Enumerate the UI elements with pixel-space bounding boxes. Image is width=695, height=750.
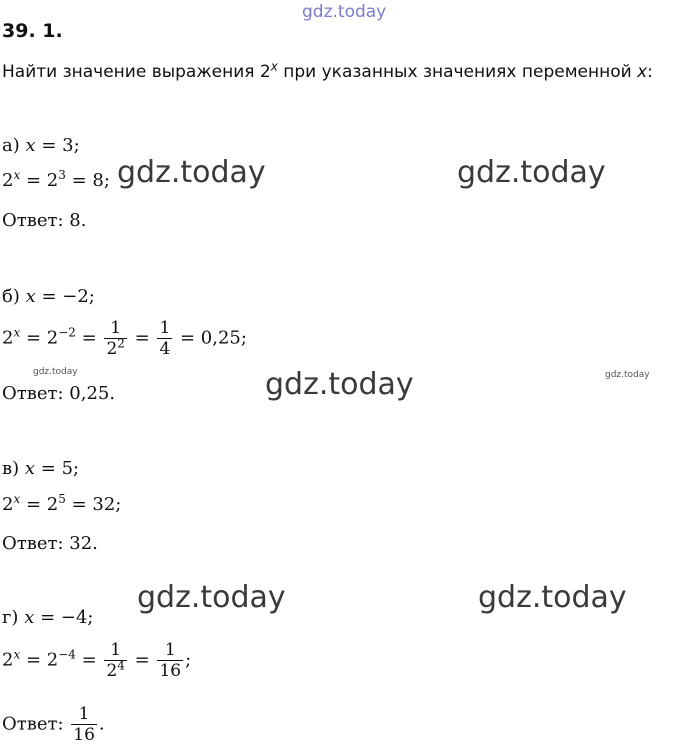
fraction [104, 318, 126, 359]
exponent: x [13, 325, 21, 340]
answer-end: . [98, 713, 105, 735]
problem-number: 39. 1. [2, 20, 63, 42]
task-colon: : [647, 62, 653, 82]
equation-part: = 2 [20, 170, 59, 191]
part-label: в) [2, 458, 25, 479]
variable: x [24, 458, 36, 479]
answer-fraction [71, 704, 97, 745]
part-c-answer [2, 533, 98, 554]
part-b-condition [2, 286, 95, 307]
variable: x [25, 286, 36, 307]
base: 2 [2, 170, 14, 191]
answer-value: 32. [69, 533, 98, 554]
answer-value: 8. [69, 210, 87, 231]
part-label: б) [2, 286, 26, 307]
exponent: 2 [117, 336, 125, 351]
problem-statement [2, 59, 653, 82]
condition: = 3; [35, 135, 80, 156]
watermark-large: gdz.today [478, 580, 627, 615]
equation-part: = 2 [20, 327, 59, 349]
task-variable: x [637, 62, 648, 82]
exponent: x [13, 492, 21, 506]
exponent: −2 [58, 325, 76, 340]
denominator [104, 658, 126, 681]
equation-part: ; [185, 649, 192, 671]
equation-part: = 32; [65, 494, 122, 515]
equation-part: = 8; [65, 170, 110, 191]
numerator: 1 [104, 318, 126, 339]
part-c-solution [2, 494, 121, 515]
denominator: 4 [159, 339, 171, 359]
equation-part: = [128, 327, 156, 349]
variable: x [25, 135, 36, 156]
task-text: Найти значение выражения 2 [2, 62, 271, 82]
watermark-small: gdz.today [33, 367, 78, 377]
part-label: г) [2, 607, 25, 628]
watermark-large: gdz.today [137, 580, 286, 615]
numerator: 1 [159, 318, 171, 338]
part-label: а) [2, 135, 26, 156]
part-a-condition [2, 135, 80, 156]
watermark-large: gdz.today [117, 155, 266, 190]
exponent: 5 [58, 492, 66, 506]
numerator: 1 [157, 640, 183, 661]
condition: = −4; [34, 607, 94, 628]
base: 2 [2, 494, 14, 515]
exponent: x [13, 647, 21, 662]
variable: x [24, 607, 35, 628]
answer-label: Ответ: [2, 210, 64, 231]
watermark-small: gdz.today [605, 370, 650, 380]
equation-part: = [75, 649, 103, 671]
fraction [157, 640, 183, 681]
exponent: −4 [58, 647, 76, 662]
exponent: 4 [117, 658, 125, 673]
answer-label: Ответ: [2, 533, 64, 554]
part-d-solution [2, 640, 191, 681]
answer-label: Ответ: [2, 383, 64, 404]
base: 2 [2, 649, 14, 671]
base: 2 [2, 327, 14, 349]
fraction [157, 318, 172, 359]
answer-label: Ответ: [2, 713, 64, 735]
part-a-solution [2, 170, 110, 191]
denominator: 16 [73, 725, 95, 745]
watermark-top: gdz.today [302, 2, 387, 22]
exponent: x [13, 168, 21, 182]
equation-part: = 2 [20, 494, 59, 515]
equation-part: = [75, 327, 103, 349]
part-d-condition [2, 607, 93, 628]
answer-value: 0,25. [69, 383, 116, 404]
watermark-large: gdz.today [265, 367, 414, 402]
part-b-solution [2, 318, 247, 359]
equation-part: = 0,25; [174, 327, 247, 349]
base: 2 [106, 661, 118, 681]
denominator: 16 [159, 661, 182, 681]
part-a-answer [2, 210, 86, 231]
part-d-answer [2, 704, 105, 745]
task-exponent: x [270, 59, 278, 74]
base: 2 [106, 339, 118, 359]
numerator: 1 [104, 640, 126, 661]
condition: = −2; [35, 286, 95, 307]
exponent: 3 [58, 168, 66, 182]
fraction [104, 640, 126, 681]
equation-part: = 2 [20, 649, 59, 671]
numerator: 1 [71, 704, 97, 725]
watermark-large: gdz.today [457, 155, 606, 190]
condition: = 5; [35, 458, 80, 479]
equation-part: = [128, 649, 156, 671]
task-text-2: при указанных значениях переменной [277, 62, 638, 82]
part-b-answer [2, 383, 115, 404]
denominator [104, 336, 126, 359]
part-c-condition [2, 458, 79, 479]
